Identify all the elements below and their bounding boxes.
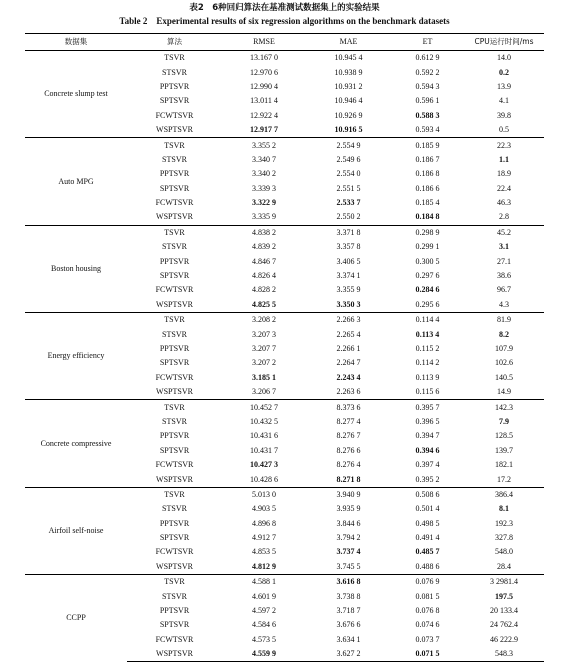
dataset-name-cell: CCPP [25,575,127,662]
cpu-time-cell: 96.7 [497,285,511,295]
table-header [25,34,544,51]
et-cell: 0.186 6 [415,183,440,193]
mae-cell: 8.276 6 [336,445,361,455]
et-cell: 0.071 5 [391,647,464,662]
algorithm-cell: FCWTSVR [155,547,194,557]
table-row [25,487,544,502]
algorithm-cell: TSVR [127,575,222,590]
mae-cell: 8.373 6 [306,400,391,415]
rmse-cell: 13.011 4 [250,96,278,106]
dataset-name-cell: Auto MPG [25,138,127,225]
rmse-cell: 3.322 9 [252,198,276,208]
cpu-time-cell: 46.3 [497,198,511,208]
et-cell: 0.184 8 [415,212,440,222]
rmse-cell: 4.838 2 [222,225,306,240]
cpu-time-cell: 128.5 [495,431,513,441]
algorithm-cell: TSVR [127,400,222,415]
header-row [25,34,544,51]
rmse-cell: 4.903 5 [252,504,276,514]
mae-cell: 8.271 8 [336,474,361,484]
cpu-time-cell: 3.1 [499,242,509,252]
rmse-cell: 3.207 7 [252,344,276,353]
et-cell: 0.395 2 [415,474,440,484]
header-et: ET [422,37,433,46]
cpu-time-cell: 3 2981.4 [464,575,544,590]
cpu-time-cell: 4.1 [499,96,509,106]
mae-cell: 2.554 0 [336,169,361,179]
mae-cell: 2.264 7 [336,358,361,368]
cpu-time-cell: 45.2 [464,225,544,240]
dataset-group [25,487,544,574]
rmse-cell: 4.912 7 [252,533,276,543]
header-rmse: RMSE [253,37,275,46]
algorithm-cell: STSVR [162,416,187,426]
algorithm-cell: SPTSVR [159,533,190,543]
mae-cell: 3.374 1 [336,271,361,281]
algorithm-cell: WSPTSVR [127,647,222,662]
mae-cell: 3.940 9 [306,487,391,502]
dataset-group [25,575,544,662]
rmse-cell: 4.896 8 [252,518,276,528]
rmse-cell: 4.846 7 [252,256,276,266]
cpu-time-cell: 192.3 [495,518,513,528]
cpu-time-cell: 327.8 [495,533,513,543]
cpu-time-cell: 140.5 [495,372,513,382]
algorithm-cell: FCWTSVR [155,460,194,470]
et-cell: 0.397 4 [415,460,440,470]
cpu-time-cell: 142.3 [464,400,544,415]
mae-cell: 3.371 8 [306,225,391,240]
algorithm-cell: FCWTSVR [155,634,194,644]
algorithm-cell: STSVR [162,329,187,339]
cpu-time-cell: 18.9 [497,169,511,179]
et-cell: 0.612 9 [391,51,464,66]
et-cell: 0.186 7 [415,154,440,164]
rmse-cell: 10.452 7 [222,400,306,415]
algorithm-cell: SPTSVR [159,620,190,630]
header-dataset: 数据集 [64,37,88,46]
rmse-cell: 4.826 4 [252,271,276,281]
et-cell: 0.081 5 [415,591,440,601]
mae-cell: 3.935 9 [336,504,361,514]
mae-cell: 3.616 8 [306,575,391,590]
et-cell: 0.113 4 [415,329,440,339]
cpu-time-cell: 8.1 [499,504,509,514]
rmse-cell: 10.432 5 [250,416,278,426]
header-cpu-time: CPU运行时间/ms [474,37,534,46]
table-row [25,51,544,66]
rmse-cell: 3.207 3 [252,329,276,339]
algorithm-cell: STSVR [162,67,187,77]
algorithm-cell: STSVR [162,591,187,601]
algorithm-cell: TSVR [127,487,222,502]
mae-cell: 3.844 6 [336,518,361,528]
et-cell: 0.596 1 [415,96,440,106]
cpu-time-cell: 20 133.4 [490,606,518,616]
table-row [25,400,544,415]
rmse-cell: 4.825 5 [252,299,276,309]
rmse-cell: 4.828 2 [252,285,276,295]
et-cell: 0.114 2 [415,358,440,368]
mae-cell: 3.738 8 [336,591,361,601]
et-cell: 0.592 2 [415,67,440,77]
cpu-time-cell: 107.9 [495,344,513,353]
rmse-cell: 4.597 2 [252,606,276,616]
mae-cell: 3.794 2 [336,533,361,543]
rmse-cell: 4.601 9 [252,591,276,601]
algorithm-cell: SPTSVR [159,183,190,193]
rmse-cell: 4.812 9 [252,561,276,571]
cpu-time-cell: 548.3 [464,647,544,662]
dataset-name-cell: Concrete slump test [25,51,127,138]
table-caption-english: Table 2 Experimental results of six regression algorithms on the benchmark datasets [119,16,450,26]
mae-cell: 3.676 6 [336,620,361,630]
cpu-time-cell: 8.2 [499,329,509,339]
algorithm-cell: STSVR [162,154,187,164]
rmse-cell: 3.340 7 [252,154,276,164]
cpu-time-cell: 0.2 [499,67,509,77]
mae-cell: 3.737 4 [336,547,361,557]
algorithm-cell: PPTSVR [159,431,190,441]
rmse-cell: 10.431 7 [250,445,278,455]
algorithm-cell: SPTSVR [159,96,190,106]
rmse-cell: 4.588 1 [222,575,306,590]
rmse-cell: 4.573 5 [252,634,276,644]
et-cell: 0.498 5 [415,518,440,528]
rmse-cell: 10.431 6 [250,431,278,441]
dataset-name-cell: Energy efficiency [25,313,127,400]
mae-cell: 3.357 8 [336,242,361,252]
algorithm-cell: PPTSVR [159,606,190,616]
dataset-group [25,51,544,138]
rmse-cell: 3.207 2 [252,358,276,368]
et-cell: 0.300 5 [415,256,440,266]
algorithm-cell: TSVR [127,225,222,240]
mae-cell: 3.350 3 [336,299,361,309]
rmse-cell: 4.584 6 [252,620,276,630]
mae-cell: 2.243 4 [336,372,361,382]
algorithm-cell: FCWTSVR [155,110,194,120]
rmse-cell: 3.335 9 [252,212,276,222]
cpu-time-cell: 22.3 [464,138,544,153]
cpu-time-cell: 197.5 [495,591,513,601]
dataset-group [25,400,544,487]
dataset-group [25,225,544,312]
rmse-cell: 4.853 5 [252,547,276,557]
table-caption-chinese: 表2 6种回归算法在基准测试数据集上的实验结果 [189,3,380,13]
et-cell: 0.073 7 [415,634,440,644]
cpu-time-cell: 39.8 [497,110,511,120]
rmse-cell: 12.970 6 [250,67,278,77]
mae-cell: 3.634 1 [336,634,361,644]
cpu-time-cell: 24 762.4 [490,620,518,630]
et-cell: 0.185 4 [415,198,440,208]
cpu-time-cell: 81.9 [464,313,544,328]
table-row [25,313,544,328]
rmse-cell: 13.167 0 [222,51,306,66]
et-cell: 0.297 6 [415,271,440,281]
cpu-time-cell: 7.9 [499,416,509,426]
mae-cell: 3.745 5 [336,561,361,571]
rmse-cell: 4.839 2 [252,242,276,252]
et-cell: 0.501 4 [415,504,440,514]
mae-cell: 8.277 4 [336,416,361,426]
rmse-cell: 12.990 4 [250,81,278,91]
mae-cell: 2.549 6 [336,154,361,164]
et-cell: 0.074 6 [415,620,440,630]
et-cell: 0.113 9 [415,372,440,382]
rmse-cell: 3.339 3 [252,183,276,193]
dataset-group [25,313,544,400]
algorithm-cell: FCWTSVR [155,285,194,295]
rmse-cell: 10.427 3 [250,460,278,470]
et-cell: 0.115 6 [415,387,440,397]
cpu-time-cell: 1.1 [499,154,509,164]
et-cell: 0.076 8 [415,606,440,616]
results-table [25,33,544,662]
algorithm-cell: PPTSVR [159,169,190,179]
table-row [25,225,544,240]
cpu-time-cell: 22.4 [497,183,511,193]
cpu-time-cell: 139.7 [495,445,513,455]
dataset-group [25,138,544,225]
cpu-time-cell: 14.0 [464,51,544,66]
et-cell: 0.186 8 [415,169,440,179]
algorithm-cell: WSPTSVR [156,212,193,222]
et-cell: 0.593 4 [415,125,440,135]
et-cell: 0.594 3 [415,81,440,91]
algorithm-cell: PPTSVR [159,81,190,91]
cpu-time-cell: 38.6 [497,271,511,281]
mae-cell: 10.946 4 [334,96,363,106]
et-cell: 0.114 4 [391,313,464,328]
et-cell: 0.485 7 [415,547,440,557]
et-cell: 0.295 6 [415,299,440,309]
table-row [25,575,544,590]
et-cell: 0.115 2 [415,344,440,353]
mae-cell: 2.554 9 [306,138,391,153]
et-cell: 0.185 9 [391,138,464,153]
dataset-name-cell: Airfoil self-noise [25,487,127,574]
rmse-cell: 12.922 4 [250,110,278,120]
mae-cell: 2.265 4 [336,329,361,339]
et-cell: 0.396 5 [415,416,440,426]
cpu-time-cell: 28.4 [497,561,511,571]
rmse-cell: 10.428 6 [250,474,278,484]
algorithm-cell: PPTSVR [159,518,190,528]
cpu-time-cell: 4.3 [499,299,509,309]
cpu-time-cell: 548.0 [495,547,513,557]
algorithm-cell: WSPTSVR [156,561,193,571]
table-row [25,138,544,153]
header-algorithm: 算法 [167,37,182,46]
mae-cell: 10.931 2 [334,81,363,91]
et-cell: 0.394 7 [415,431,440,441]
mae-cell: 3.718 7 [336,606,361,616]
mae-cell: 3.355 9 [336,285,361,295]
et-cell: 0.394 6 [415,445,440,455]
et-cell: 0.488 6 [415,561,440,571]
cpu-time-cell: 102.6 [495,358,513,368]
algorithm-cell: FCWTSVR [155,198,194,208]
cpu-time-cell: 13.9 [497,81,511,91]
dataset-name-cell: Concrete compressive [25,400,127,487]
mae-cell: 3.406 5 [336,256,361,266]
algorithm-cell: WSPTSVR [156,474,193,484]
et-cell: 0.491 4 [415,533,440,543]
algorithm-cell: PPTSVR [159,344,190,353]
header-mae: MAE [339,37,358,46]
mae-cell: 2.266 1 [336,344,361,353]
mae-cell: 10.916 5 [334,125,363,135]
algorithm-cell: WSPTSVR [156,387,193,397]
algorithm-cell: TSVR [127,138,222,153]
mae-cell: 2.551 5 [336,183,361,193]
dataset-name-cell: Boston housing [25,225,127,312]
algorithm-cell: STSVR [162,504,187,514]
rmse-cell: 3.208 2 [222,313,306,328]
cpu-time-cell: 17.2 [497,474,511,484]
mae-cell: 8.276 7 [336,431,361,441]
rmse-cell: 3.206 7 [252,387,276,397]
mae-cell: 10.938 9 [334,67,363,77]
et-cell: 0.299 1 [415,242,440,252]
cpu-time-cell: 2.8 [499,212,509,222]
cpu-time-cell: 0.5 [499,125,509,135]
et-cell: 0.076 9 [391,575,464,590]
algorithm-cell: PPTSVR [159,256,190,266]
algorithm-cell: TSVR [127,313,222,328]
cpu-time-cell: 182.1 [495,460,513,470]
mae-cell: 2.550 2 [336,212,361,222]
algorithm-cell: STSVR [162,242,187,252]
mae-cell: 2.266 3 [306,313,391,328]
algorithm-cell: SPTSVR [159,358,190,368]
mae-cell: 8.276 4 [336,460,361,470]
rmse-cell: 12.917 7 [250,125,278,135]
et-cell: 0.395 7 [391,400,464,415]
mae-cell: 10.926 9 [334,110,363,120]
cpu-time-cell: 14.9 [497,387,511,397]
algorithm-cell: FCWTSVR [155,372,194,382]
et-cell: 0.588 3 [415,110,440,120]
cpu-time-cell: 386.4 [464,487,544,502]
algorithm-cell: WSPTSVR [156,299,193,309]
cpu-time-cell: 46 222.9 [490,634,518,644]
rmse-cell: 4.559 9 [222,647,306,662]
algorithm-cell: TSVR [127,51,222,66]
et-cell: 0.508 6 [391,487,464,502]
mae-cell: 10.945 4 [306,51,391,66]
algorithm-cell: WSPTSVR [156,125,193,135]
rmse-cell: 3.355 2 [222,138,306,153]
cpu-time-cell: 27.1 [497,256,511,266]
mae-cell: 2.533 7 [336,198,361,208]
algorithm-cell: SPTSVR [159,445,190,455]
mae-cell: 2.263 6 [336,387,361,397]
rmse-cell: 3.340 2 [252,169,276,179]
et-cell: 0.298 9 [391,225,464,240]
algorithm-cell: SPTSVR [159,271,190,281]
et-cell: 0.284 6 [415,285,440,295]
rmse-cell: 5.013 0 [222,487,306,502]
mae-cell: 3.627 2 [306,647,391,662]
rmse-cell: 3.185 1 [252,372,276,382]
